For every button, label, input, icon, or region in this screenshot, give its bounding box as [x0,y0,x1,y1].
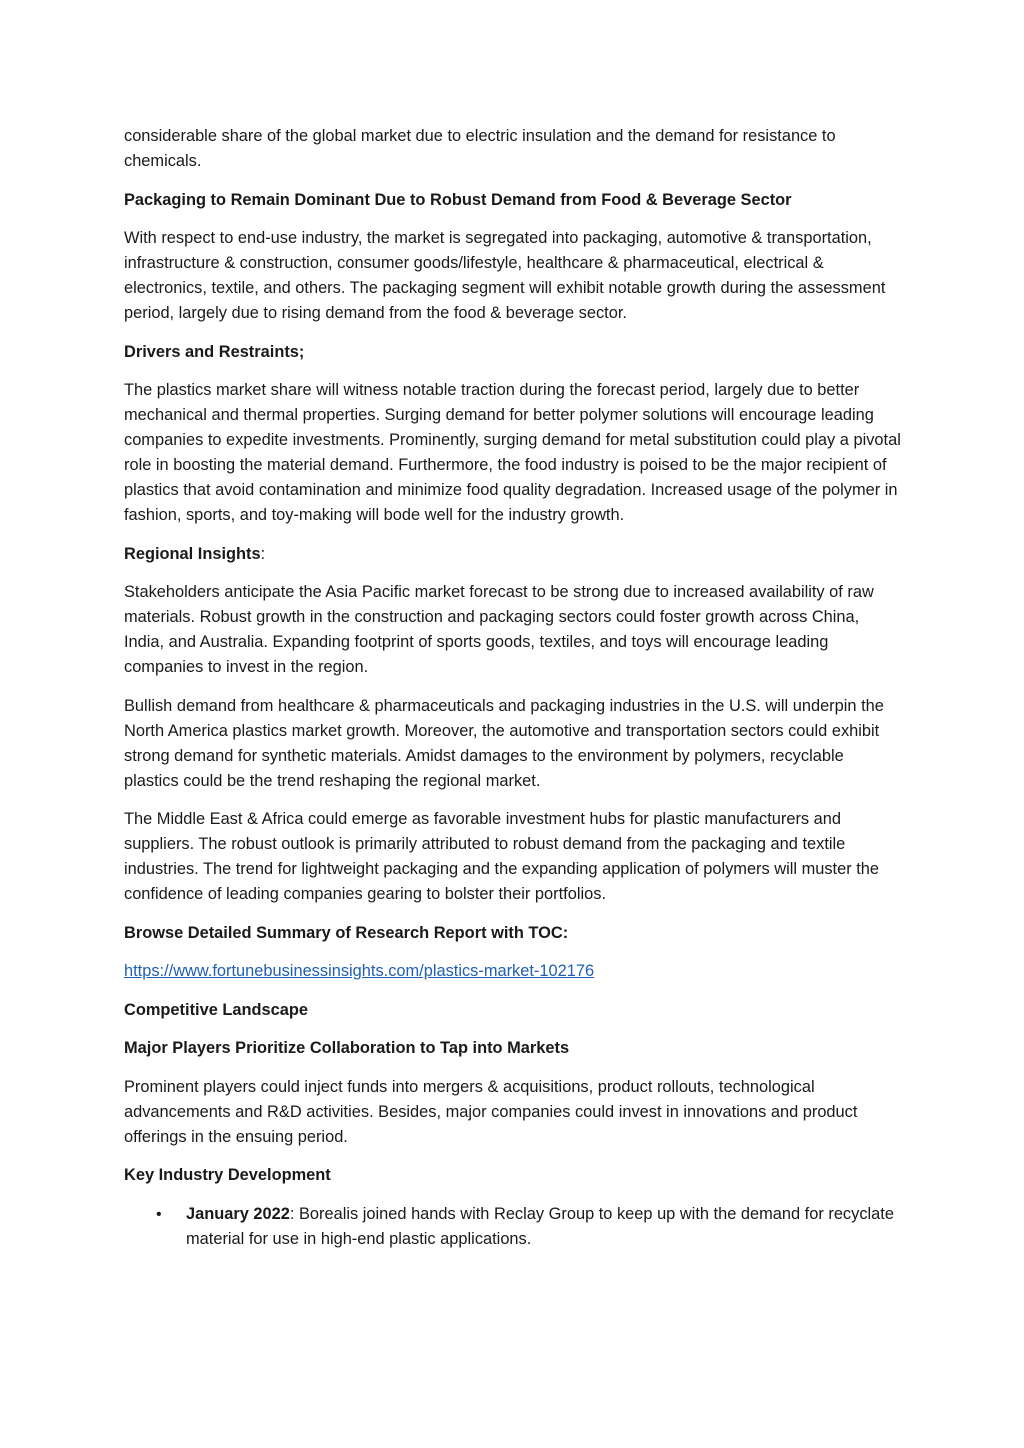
intro-continuation-paragraph: considerable share of the global market due to electric insulation and the demand for resistance to chemicals. [124,127,836,170]
competitive-heading: Competitive Landscape [124,1000,308,1019]
report-link-line [124,959,902,984]
development-heading: Key Industry Development [124,1166,331,1184]
bullet-icon: • [156,1205,162,1223]
regional-paragraph-north-america: Bullish demand from healthcare & pharmaceuticals and packaging industries in the U.S. will underpin the North America plastics market growth. Moreover, the automotive and transportation sectors could exhibit strong demand for synthetic materials. Amidst damages to the environment by polymers, recyclable plastics could be the trend reshaping the regional market. [124,696,884,790]
regional-heading: Regional Insights [124,544,261,563]
regional-paragraph-asia-pacific: Stakeholders anticipate the Asia Pacific market forecast to be strong due to increased availability of raw materials. Robust growth in the construction and packaging sectors could foster growth across China, India, and Australia. Expanding footprint of sports goods, textiles, and toys will encourage leading companies to invest in the region. [124,583,874,676]
development-list [124,1202,902,1252]
drivers-paragraph: The plastics market share will witness notable traction during the forecast period, largely due to better mechanical and thermal properties. Surging demand for better polymer solutions will encourage leading companies to expedite investments. Prominently, surging demand for metal substitution could play a pivotal role in boosting the material demand. Furthermore, the food industry is poised to be the major recipient of plastics that avoid contamination and minimize food quality degradation. Increased usage of the polymer in fashion, sports, and toy-making will bode well for the industry growth. [124,381,901,524]
drivers-heading: Drivers and Restraints; [124,342,305,361]
development-date: January 2022 [186,1204,290,1223]
packaging-heading: Packaging to Remain Dominant Due to Robust Demand from Food & Beverage Sector [124,190,792,209]
players-heading: Major Players Prioritize Collaboration to Tap into Markets [124,1039,570,1057]
list-item [124,1202,902,1252]
packaging-paragraph: With respect to end-use industry, the market is segregated into packaging, automotive & transportation, infrastructure & construction, consumer goods/lifestyle, healthcare & pharmaceutical, electrical & electronics, textile, and others. The packaging segment will exhibit notable growth during the assessment period, largely due to rising demand from the food & beverage sector. [124,229,886,322]
regional-paragraph-middle-east-africa: The Middle East & Africa could emerge as favorable investment hubs for plastic manufacturers and suppliers. The robust outlook is primarily attributed to robust demand from the packaging and textile industries. The trend for lightweight packaging and the expanding application of polymers will muster the confidence of leading companies gearing to bolster their portfolios. [124,810,880,903]
regional-heading-line [124,542,902,567]
report-link[interactable]: https://www.fortunebusinessinsights.com/plastics-market-102176 [124,962,595,980]
document-page [124,124,902,1252]
browse-heading: Browse Detailed Summary of Research Report with TOC: [124,923,569,942]
players-paragraph: Prominent players could inject funds into mergers & acquisitions, product rollouts, technological advancements and R&D activities. Besides, major companies could invest in innovations and product offerings in the ensuing period. [124,1077,858,1146]
regional-heading-colon: : [260,544,266,563]
development-text: : Borealis joined hands with Reclay Group to keep up with the demand for recyclate material for use in high-end plastic applications. [186,1204,894,1248]
